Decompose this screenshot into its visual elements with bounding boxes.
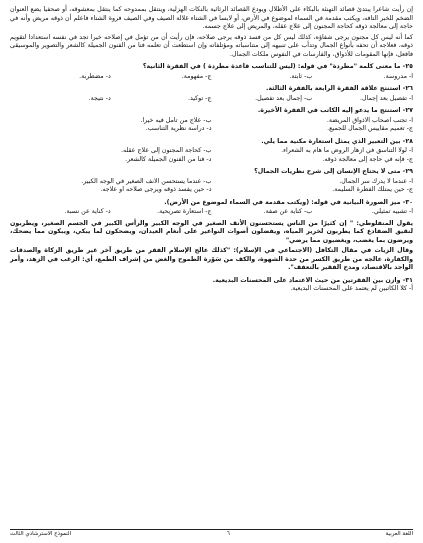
- option-d[interactable]: د- نتيجة.: [88, 94, 111, 102]
- option-d[interactable]: د- دراسة نظرية التناسب.: [145, 125, 212, 132]
- option-b[interactable]: ب- ثابتة.: [289, 72, 313, 80]
- question-27: [10, 107, 413, 134]
- option-a[interactable]: أ- مدروسة.: [383, 72, 413, 80]
- page-number: ٦: [226, 531, 230, 537]
- footer-exam: النموذج الاسترشادي الثالث: [10, 531, 72, 537]
- option-b[interactable]: ب- عندما يستحسن الأنف الصغير في الوجه الكبير.: [81, 177, 212, 185]
- quote-zayyat: وقال الزيات في مقال التكافل (الاجتماعي في الإسلام): "كذلك عالج الإسلام الفقر من طريق آخر غير طريق الزكاة والصدقات والكفارة، عالجه من طريق الكسر من حدة الشهوة، والكف من سَوْرة الطموح والغض من إشراف الطمع، أي: الرغب في الزهد، وأمر الواجد بالاقتصاد، ومدح الفقير بالتعفف".: [10, 247, 413, 271]
- question-text: ٢٨- بين التعبير الذي يمثل استعارة مكنية مما يلي.: [261, 137, 413, 145]
- option-c[interactable]: ج- مفهومة.: [181, 72, 212, 80]
- question-30: [10, 199, 413, 217]
- quote-manfaluti: يقول المنفلوطي: " إن كثيرًا من الناس يستحسنون الأنف الصغير في الوجه الكبير والرأس الكبير في الجسم الصغير، ويطربون لنقيق الضفادع كما يطربون لخرير المياه، ويفضلون أصوات النواعير على أنغام العيدان، ويضحكون لما يبكي، ويبكون مما يضحك، ويرضون بما يغضب، ويغضبون مما يرضي": [10, 219, 413, 244]
- page-footer: [10, 529, 413, 539]
- option-c[interactable]: ج- تعميم مقاييس الجمال للجميع.: [327, 125, 413, 132]
- option-c[interactable]: ج- فإنه في حاجة إلى معالجة ذوقه.: [322, 155, 413, 163]
- question-26: [10, 85, 413, 103]
- options: [10, 208, 413, 217]
- question-text: ٢٦- استنتج علاقة الفقرة الرابعة بالفقرة الثالثة.: [265, 85, 413, 92]
- option-a[interactable]: أ- لولا التناسق في أزهار الروض ما هام به الشعراء.: [281, 147, 413, 154]
- option-b[interactable]: ب- إجمال بعد تفصيل.: [255, 94, 313, 102]
- footer-subject: اللغة العربية: [385, 531, 413, 537]
- option-c[interactable]: ج- توكيد.: [187, 94, 212, 102]
- passage-paragraph-2: كما أنه ليس كل مجنون يرجى شفاؤه، كذلك ليس كل من فسد ذوقه يرجى صلاحه، فإن رأيت أن من تؤمل في إصلاحه خيرا تجد في نفسه استعدادا لتقويم ذوقه، فعلاجه أن تحفه بأنواع الجمال وتدأب على تنبيهه إلى متناسباته ومؤتلفاته وإن استطعت أن تعلمه فنا من الفنون الجميلة كالشعر والتصوير والموسيقى فافعل، فإنها المقومات للأذواق، والفارسات في النفوس ملكات الجمال.: [10, 33, 413, 58]
- options: [10, 178, 413, 195]
- question-31: [10, 277, 413, 294]
- option-a[interactable]: أ- كلا الكاتبين لم يعتمد على المحسنات البديعية.: [290, 285, 413, 292]
- question-29: [10, 168, 413, 195]
- options: [10, 147, 413, 164]
- option-d[interactable]: د- كناية عن نسبة.: [64, 208, 111, 215]
- option-a[interactable]: أ- عندما لا يدرك سر الجمال.: [339, 177, 413, 185]
- question-text: ٢٧- استنتج ما يدعو إليه الكاتب في الفقرة الأخيرة.: [257, 107, 413, 114]
- options: [10, 73, 413, 82]
- question-28: [10, 138, 413, 165]
- question-text: ٣١- وازن بين الفقرتين من حيث الاعتماد على المحسنات البديعية.: [212, 276, 413, 284]
- option-c[interactable]: ج- استعارة تصريحية.: [157, 208, 212, 215]
- option-a[interactable]: أ- تشبيه تمثيلي.: [371, 208, 413, 215]
- options: [10, 95, 413, 104]
- option-b[interactable]: ب- كناية عن صفة.: [263, 208, 313, 215]
- question-text: ٢٩- متى لا يحتاج الإنسان إلى شرح نظريات الجمال؟: [254, 168, 413, 175]
- question-text: ٣٠- ميز الصورة البيانية في قوله: (ويكتب مقدمة في السماء لموضوع من الأرض).: [164, 198, 413, 206]
- option-c[interactable]: ج- حين يمتلك الفطرة السليمة.: [332, 186, 413, 193]
- option-a[interactable]: أ- تفصيل بعد إجمال.: [360, 94, 413, 102]
- option-a[interactable]: أ- تجنب أصحاب الأذواق المريضة.: [326, 116, 413, 124]
- option-b[interactable]: ب- كحاجة المجنون إلى علاج عقله.: [120, 147, 212, 154]
- question-text: ٢٥- ما معنى كلمة "مطردة" في قوله: (ليس للتناسب قاعدة مطردة ) في الفقرة الثانية؟: [142, 63, 413, 70]
- options: [10, 117, 413, 134]
- passage-paragraph-1: إن رأيت شاعرا يبتدئ قصائد التهنئة بالبكاء على الأطلال ويودع القصائد الرثائية بالنكات الهزلية، وينتقل بممدوحه كما ينتقل بمعشوقه، أو صحفيا يضع العنوان الضخم للخبر التافه، ويكتب مقدمة في السماء لموضوع في الأرض، أو لابسا في الشتاء غلالة الصيف وفي الصيف فروة الشتاء فاعلم أن ذوقه مريض وأنه في حاجة إلى معالجة ذوقه كحاجة المجنون إلى علاج عقله، والمريض إلى علاج جسمه.: [10, 6, 413, 30]
- option-b[interactable]: ب- علاج من تأمل فيه خيرا.: [140, 116, 212, 124]
- option-d[interactable]: د- فنا من الفنون الجميلة كالشعر.: [125, 155, 212, 163]
- question-25: [10, 63, 413, 81]
- option-d[interactable]: د- حين يفسد ذوقه ويرجى صلاحه أو علاجه.: [100, 186, 212, 193]
- option-d[interactable]: د- مضطربة.: [79, 72, 111, 80]
